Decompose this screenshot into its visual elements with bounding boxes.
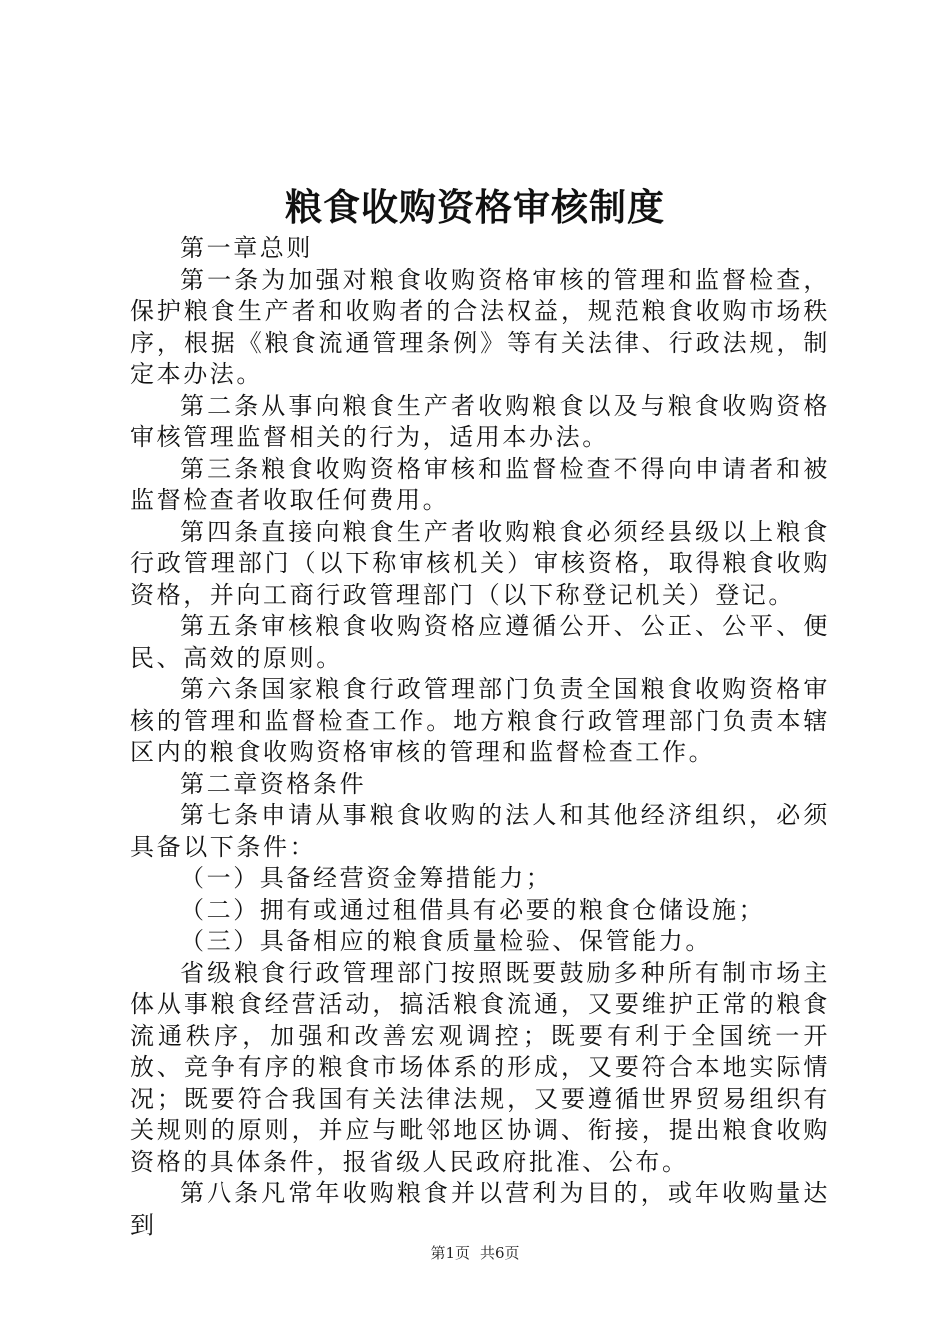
article-paragraph: 第六条国家粮食行政管理部门负责全国粮食收购资格审核的管理和监督检查工作。地方粮食行政管理部门负责本辖区内的粮食收购资格审核的管理和监督检查工作。 [130, 675, 830, 766]
list-item: （一）具备经营资金筹措能力； [180, 864, 553, 892]
article-paragraph: 省级粮食行政管理部门按照既要鼓励多种所有制市场主体从事粮食经营活动，搞活粮食流通，又要维护正常的粮食流通秩序，加强和改善宏观调控；既要有利于全国统一开放、竞争有序的粮食市场体系的形成，又要符合本地实际情况；既要符合我国有关法律法规，又要遵循世界贸易组织有关规则的原则，并应与毗邻地区协调、衔接，提出粮食收购资格的具体条件，报省级人民政府批准、公布。 [130, 958, 830, 1176]
article-paragraph: 第五条审核粮食收购资格应遵循公开、公正、公平、便民、高效的原则。 [130, 612, 830, 672]
article-paragraph: 第四条直接向粮食生产者收购粮食必须经县级以上粮食行政管理部门（以下称审核机关）审核资格，取得粮食收购资格，并向工商行政管理部门（以下称登记机关）登记。 [130, 517, 830, 609]
list-item: （二）拥有或通过租借具有必要的粮食仓储设施； [180, 895, 766, 924]
chapter-heading: 第一章总则 [180, 234, 313, 262]
page-total: 共6页 [480, 1244, 520, 1262]
article-paragraph: 第二条从事向粮食生产者收购粮食以及与粮食收购资格审核管理监督相关的行为，适用本办法。 [130, 391, 830, 451]
article-paragraph: 第八条凡常年收购粮食并以营利为目的，或年收购量达到 [130, 1179, 830, 1239]
page-footer [0, 1243, 950, 1263]
list-item: （三）具备相应的粮食质量检验、保管能力。 [180, 927, 712, 955]
document-body [130, 233, 830, 1241]
article-paragraph: 第七条申请从事粮食收购的法人和其他经济组织，必须具备以下条件： [130, 801, 830, 861]
page-number: 第1页 [430, 1244, 470, 1262]
chapter-heading: 第二章资格条件 [180, 769, 367, 798]
document-title: 粮食收购资格审核制度 [285, 186, 665, 229]
article-paragraph: 第一条为加强对粮食收购资格审核的管理和监督检查，保护粮食生产者和收购者的合法权益，规范粮食收购市场秩序，根据《粮食流通管理条例》等有关法律、行政法规，制定本办法。 [130, 265, 830, 388]
article-paragraph: 第三条粮食收购资格审核和监督检查不得向申请者和被监督检查者收取任何费用。 [130, 454, 830, 514]
